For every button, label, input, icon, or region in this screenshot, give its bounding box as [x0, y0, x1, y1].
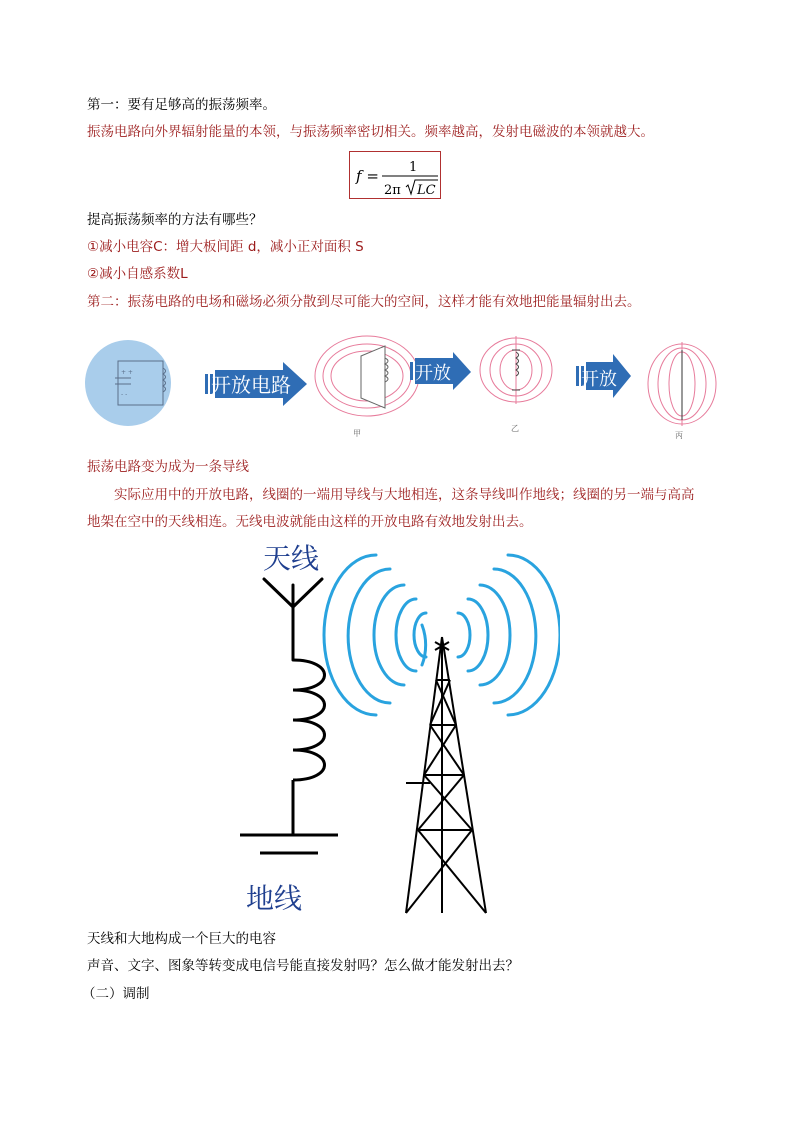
text-line-1: 第一：要有足够高的振荡频率。 — [87, 97, 276, 113]
text-line-2: 振荡电路向外界辐射能量的本领，与振荡频率密切相关。频率越高，发射电磁波的本领就越大。 — [87, 124, 654, 140]
formula-numerator: 1 — [409, 160, 418, 175]
text-question: 提高振荡频率的方法有哪些？ — [87, 212, 263, 228]
ground-symbol — [240, 780, 338, 853]
antenna-icon — [264, 579, 322, 660]
transmission-tower — [406, 637, 486, 913]
arrow-1-label: 开放电路 — [211, 373, 291, 397]
caption-bing: 丙 — [675, 431, 683, 440]
text-paragraph-line-1: 实际应用中的开放电路，线圈的一端用导线与大地相连，这条导线叫作地线；线圈的另一端与高高 — [114, 487, 695, 503]
text-line-5: 天线和大地构成一个巨大的电容 — [87, 931, 276, 947]
formula-denominator-prefix: 2π — [384, 183, 401, 198]
formula-radicand: LC — [417, 183, 436, 198]
caption-yi: 乙 — [511, 424, 519, 433]
text-method-1: ①减小电容C：增大板间距 d，减小正对面积 S — [87, 239, 364, 255]
arrow-3-label: 开放 — [581, 369, 617, 390]
text-line-4: 振荡电路变为成为一条导线 — [87, 459, 249, 475]
formula-lhs: f = — [356, 167, 379, 185]
ground-label: 地线 — [246, 882, 303, 915]
section-heading: （二）调制 — [82, 986, 150, 1002]
caption-jia: 甲 — [353, 429, 361, 438]
text-paragraph-line-2: 地架在空中的天线相连。无线电波就能由这样的开放电路有效地发射出去。 — [87, 514, 533, 530]
text-line-3: 第二：振荡电路的电场和磁场必须分散到尽可能大的空间，这样才能有效地把能量辐射出去。 — [87, 294, 641, 310]
arrow-1 — [205, 362, 307, 406]
arrow-3 — [576, 354, 631, 398]
tower-top-star — [435, 639, 449, 653]
formula-graphic — [350, 152, 442, 200]
lc-circuit-circle — [85, 340, 171, 426]
svg-text:- -: - - — [121, 391, 128, 398]
text-method-2: ②减小自感系数L — [87, 266, 188, 282]
antenna-tower-figure — [230, 535, 560, 920]
inductor-coil — [293, 660, 325, 780]
text-line-6: 声音、文字、图象等转变成电信号能直接发射吗？怎么做才能发射出去？ — [87, 958, 519, 974]
arrow-2 — [410, 352, 471, 390]
antenna-label: 天线 — [263, 542, 320, 575]
arrow-2-label: 开放 — [415, 363, 451, 384]
formula-box — [349, 151, 441, 199]
open-circuit-figure — [85, 328, 725, 446]
svg-text:+ +: + + — [121, 369, 133, 376]
